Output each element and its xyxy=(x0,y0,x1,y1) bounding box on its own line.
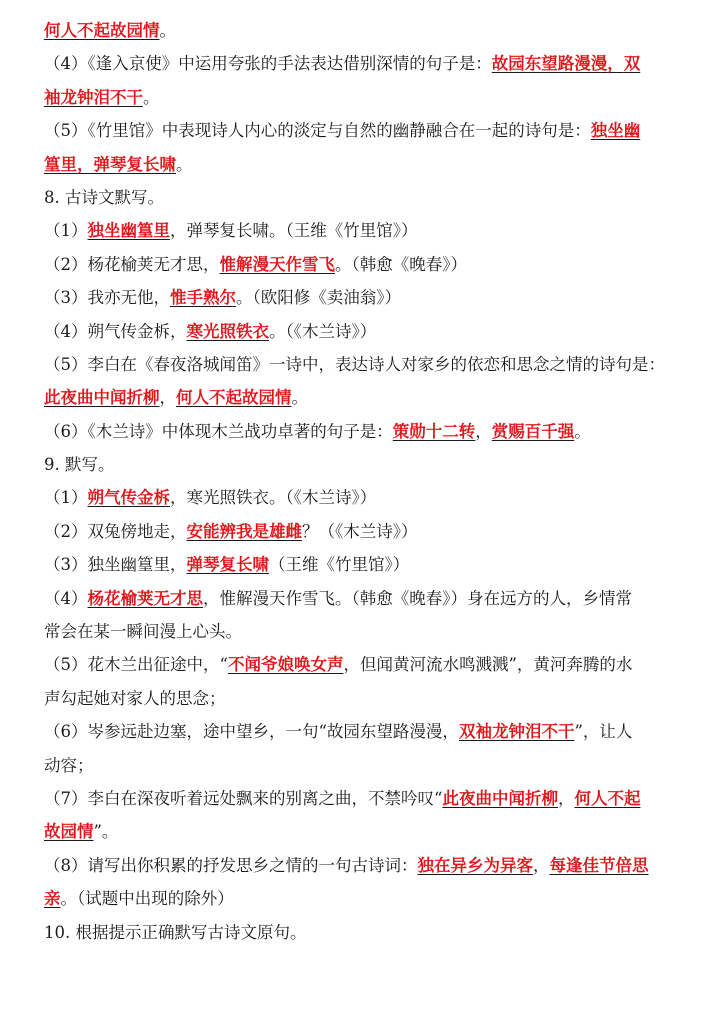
question-text: （5）李白在《春夜洛城闻笛》一诗中，表达诗人对家乡的依恋和思念之情的诗句是： xyxy=(44,354,665,374)
answer-text: 篁里 xyxy=(44,154,77,174)
text-line xyxy=(44,248,674,281)
text-line xyxy=(44,849,674,882)
answer-text: 惟手熟尔 xyxy=(170,288,236,308)
question-text: ，惟解漫天作雪飞。（韩愈《晚春》）身在远方的人，乡情常 xyxy=(203,588,632,608)
answer-text: 朔气传金柝 xyxy=(87,488,170,508)
question-text: 。 xyxy=(176,154,193,174)
question-text: （2）杨花榆荚无才思， xyxy=(44,254,220,274)
question-text: （6）《木兰诗》中体现木兰战功卓著的句子是： xyxy=(44,421,393,441)
text-line xyxy=(44,481,674,514)
answer-text: 袖龙钟泪不干 xyxy=(44,87,143,107)
answer-text: 弹琴复长啸 xyxy=(186,555,269,575)
question-text: ， xyxy=(557,788,575,808)
question-text: ？（《木兰诗》） xyxy=(302,521,418,541)
answer-text: 何人不起故园情 xyxy=(44,21,160,40)
question-text: ， xyxy=(159,388,176,408)
question-text: 8. 古诗文默写。 xyxy=(44,187,164,207)
text-line xyxy=(44,114,674,147)
question-text: （3）我亦无他， xyxy=(44,288,170,308)
text-line xyxy=(44,749,674,782)
text-line xyxy=(44,281,674,314)
text-line xyxy=(44,47,674,80)
question-text: ”，让人 xyxy=(574,722,633,742)
text-line xyxy=(44,648,674,681)
text-line xyxy=(44,715,674,748)
question-text: （8）请写出你积累的抒发思乡之情的一句古诗词： xyxy=(44,855,418,875)
answer-text: ， xyxy=(607,54,624,74)
question-text: ，但闻黄河流水鸣溅溅”，黄河奔腾的水 xyxy=(343,655,633,675)
question-text: 9. 默写。 xyxy=(44,455,115,475)
answer-text: 双 xyxy=(623,54,641,74)
answer-text: 故园东望路漫漫 xyxy=(491,54,608,74)
answer-text: 亲 xyxy=(44,889,61,909)
question-text: （1） xyxy=(44,488,88,508)
text-line xyxy=(44,782,674,815)
question-text: （5）《竹里馆》中表现诗人内心的淡定与自然的幽静融合在一起的诗句是： xyxy=(44,121,591,141)
answer-text: 惟解漫天作雪飞 xyxy=(219,254,335,274)
answer-text: 安能辨我是雄雌 xyxy=(186,521,302,541)
question-text: 声勾起她对家人的思念； xyxy=(44,688,226,708)
question-text: （3）独坐幽篁里， xyxy=(44,555,187,575)
answer-text: 双袖龙钟泪不干 xyxy=(458,722,575,742)
text-line xyxy=(44,615,674,648)
question-text: ， xyxy=(533,855,550,875)
text-line xyxy=(44,448,674,481)
text-line xyxy=(44,815,674,848)
answer-text: ， xyxy=(77,154,94,174)
text-line xyxy=(44,515,674,548)
text-line xyxy=(44,348,674,381)
text-line xyxy=(44,81,674,114)
answer-text: 独坐幽篁里 xyxy=(87,221,170,241)
answer-text: 此夜曲中闻折柳 xyxy=(44,388,160,408)
text-line xyxy=(44,882,674,915)
question-text: （6）岑参远赴边塞，途中望乡，一句“故园东望路漫漫， xyxy=(44,722,459,742)
question-text: 10. 根据提示正确默写古诗文原句。 xyxy=(44,922,307,942)
question-text: 。（《木兰诗》） xyxy=(269,321,377,341)
question-text: （1） xyxy=(44,221,88,241)
answer-text: 何人不起 xyxy=(574,788,641,808)
text-line xyxy=(44,682,674,715)
answer-text: 独在异乡为异客 xyxy=(417,855,533,875)
answer-text: 独坐幽 xyxy=(590,121,641,141)
question-text: （4）《逢入京使》中运用夸张的手法表达借别深情的句子是： xyxy=(44,54,492,74)
question-text: 。（欧阳修《卖油翁》） xyxy=(236,288,401,308)
text-line xyxy=(44,148,674,181)
text-line xyxy=(44,14,674,47)
text-line xyxy=(44,582,674,615)
text-line xyxy=(44,916,674,949)
answer-text: 此夜曲中闻折柳 xyxy=(442,788,558,808)
text-line xyxy=(44,415,674,448)
text-line xyxy=(44,214,674,247)
question-text: ，寒光照铁衣。（《木兰诗》） xyxy=(170,488,377,508)
answer-text: 故园情 xyxy=(44,822,94,842)
question-text: （2）双兔傍地走， xyxy=(44,521,187,541)
question-text: 。（韩愈《晚春》） xyxy=(335,254,467,274)
answer-text: 策勋十二转 xyxy=(392,421,476,441)
answer-text: 何人不起故园情 xyxy=(176,388,292,408)
question-text: 。 xyxy=(574,421,591,441)
question-text: （王维《竹里馆》） xyxy=(269,555,410,575)
answer-text: 杨花榆荚无才思 xyxy=(87,588,203,608)
answer-text: 寒光照铁衣 xyxy=(186,321,269,341)
answer-text: 每逢佳节倍思 xyxy=(549,855,649,875)
question-text: 。（试题中出现的除外） xyxy=(60,889,234,909)
answer-text: 不闻爷娘唤女声 xyxy=(227,655,344,675)
question-text: 。 xyxy=(143,87,160,107)
answer-text: 弹琴复长啸 xyxy=(93,154,176,174)
answer-text: 赏赐百千强 xyxy=(491,421,575,441)
question-text: 动容； xyxy=(44,755,94,775)
question-text: ， xyxy=(475,421,492,441)
question-text: ”。 xyxy=(93,822,119,842)
text-line xyxy=(44,315,674,348)
question-text: 。 xyxy=(159,21,176,40)
question-text: （5）花木兰出征途中，“ xyxy=(44,655,228,675)
question-text: （7）李白在深夜听着远处飘来的别离之曲，不禁吟叹“ xyxy=(44,788,443,808)
text-line xyxy=(44,381,674,414)
question-text: （4） xyxy=(44,588,88,608)
question-text: 。 xyxy=(291,388,308,408)
text-line xyxy=(44,548,674,581)
question-text: 常会在某一瞬间漫上心头。 xyxy=(44,622,242,642)
question-text: （4）朔气传金柝， xyxy=(44,321,187,341)
question-text: ，弹琴复长啸。（王维《竹里馆》） xyxy=(170,221,418,241)
text-line xyxy=(44,181,674,214)
